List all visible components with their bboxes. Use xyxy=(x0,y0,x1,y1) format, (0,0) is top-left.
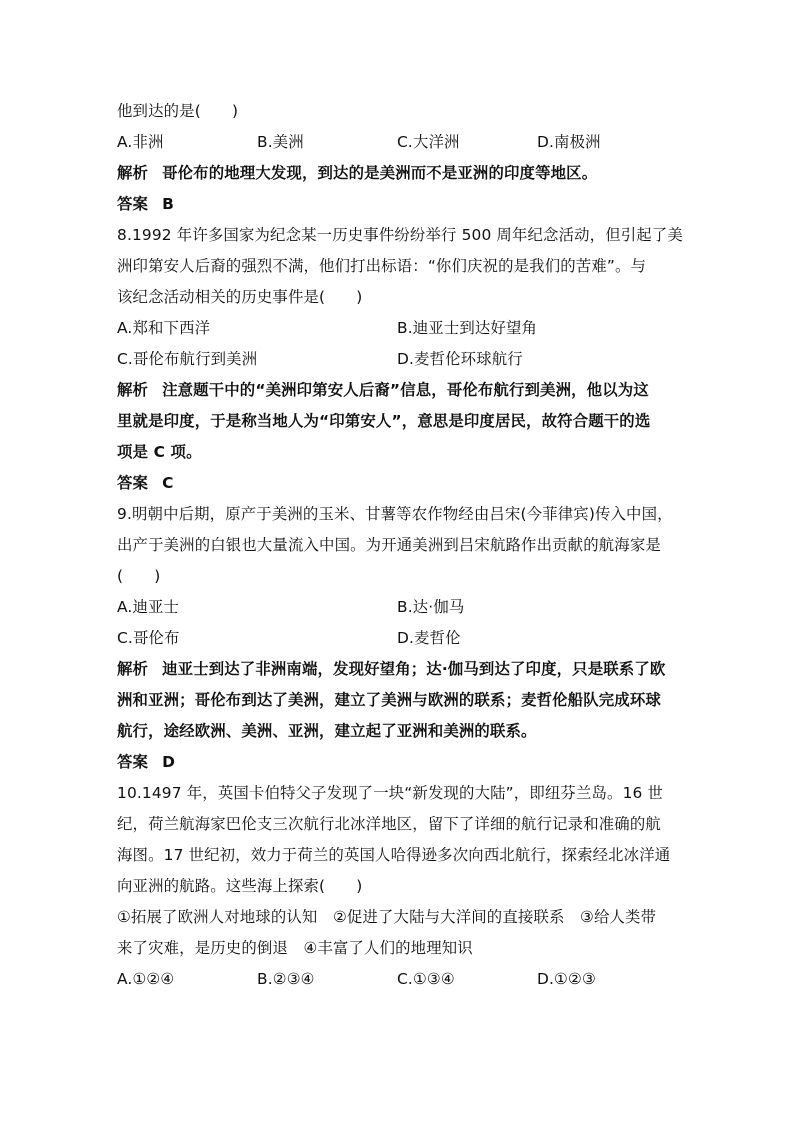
document-page xyxy=(117,96,683,995)
q7-option-b: B.美洲 xyxy=(257,133,304,151)
q8-analysis-line: 里就是印度，于是称当地人为“印第安人”，意思是印度居民，故符合题干的选 xyxy=(117,412,651,430)
q10-statement-line: 来了灾难，是历史的倒退 ④丰富了人们的地理知识 xyxy=(117,939,473,957)
q10-stem-line: 10.1497 年，英国卡伯特父子发现了一块“新发现的大陆”，即纽芬兰岛。16 世 xyxy=(117,784,664,802)
q8-analysis-text: 注意题干中的“美洲印第安人后裔”信息，哥伦布航行到美洲，他以为这 xyxy=(162,381,649,399)
q9-analysis-text: 迪亚士到达了非洲南端，发现好望角；达·伽马到达了印度，只是联系了欧 xyxy=(162,660,666,678)
q9-answer xyxy=(117,747,677,778)
q9-analysis-line: 洲和亚洲；哥伦布到达了美洲，建立了美洲与欧洲的联系；麦哲伦船队完成环球 xyxy=(117,691,661,709)
q8-stem-line: 该纪念活动相关的历史事件是( ) xyxy=(117,288,363,306)
q7-answer xyxy=(117,189,677,220)
answer-label: 答案 xyxy=(117,474,149,492)
q7-option-a: A.非洲 xyxy=(117,133,164,151)
q8-option-d: D.麦哲伦环球航行 xyxy=(397,350,523,368)
q8-stem-line: 洲印第安人后裔的强烈不满，他们打出标语：“你们庆祝的是我们的苦难”。与 xyxy=(117,257,647,275)
q10-option-d: D.①②③ xyxy=(537,970,596,988)
q9-option-b: B.达·伽马 xyxy=(397,598,465,616)
q9-stem-line: 出产于美洲的白银也大量流入中国。为开通美洲到吕宋航路作出贡献的航海家是 xyxy=(117,536,661,554)
q10-stem-line: 海图。17 世纪初，效力于荷兰的英国人哈得逊多次向西北航行，探索经北冰洋通 xyxy=(117,846,671,864)
q10-stem-line: 纪，荷兰航海家巴伦支三次航行北冰洋地区，留下了详细的航行记录和准确的航 xyxy=(117,815,661,833)
q9-option-c: C.哥伦布 xyxy=(117,629,180,647)
q7-options xyxy=(117,127,677,158)
answer-label: 答案 xyxy=(117,753,149,771)
q7-option-d: D.南极洲 xyxy=(537,133,601,151)
q9-option-a: A.迪亚士 xyxy=(117,598,180,616)
q9-answer-value: D xyxy=(162,753,176,771)
q7-analysis-text: 哥伦布的地理大发现，到达的是美洲而不是亚洲的印度等地区。 xyxy=(162,164,598,182)
q8-option-c: C.哥伦布航行到美洲 xyxy=(117,350,258,368)
q8-options-row xyxy=(117,344,677,375)
q10-option-c: C.①③④ xyxy=(397,970,455,988)
q10-stem-line: 向亚洲的航路。这些海上探索( ) xyxy=(117,877,363,895)
q9-analysis-line: 航行，途经欧洲、美洲、亚洲，建立起了亚洲和美洲的联系。 xyxy=(117,722,537,740)
analysis-label: 解析 xyxy=(117,381,149,399)
analysis-label: 解析 xyxy=(117,660,149,678)
q9-stem-line: 9.明朝中后期，原产于美洲的玉米、甘薯等农作物经由吕宋(今菲律宾)传入中国， xyxy=(117,505,673,523)
q8-option-a: A.郑和下西洋 xyxy=(117,319,211,337)
q7-analysis xyxy=(117,158,677,189)
q7-option-c: C.大洋洲 xyxy=(397,133,460,151)
q9-options-row xyxy=(117,623,677,654)
q8-answer-value: C xyxy=(162,474,174,492)
q8-stem-line: 8.1992 年许多国家为纪念某一历史事件纷纷举行 500 周年纪念活动，但引起了美 xyxy=(117,226,683,244)
q10-options xyxy=(117,964,677,995)
q9-option-d: D.麦哲伦 xyxy=(397,629,461,647)
q9-stem-line: ( ) xyxy=(117,567,161,585)
q7-answer-value: B xyxy=(162,195,174,213)
q8-options-row xyxy=(117,313,677,344)
q8-answer xyxy=(117,468,677,499)
answer-label: 答案 xyxy=(117,195,149,213)
analysis-label: 解析 xyxy=(117,164,149,182)
q10-option-a: A.①②④ xyxy=(117,970,175,988)
q8-analysis xyxy=(117,375,677,406)
q8-analysis-line: 项是 C 项。 xyxy=(117,443,202,461)
q10-statement-line: ①拓展了欧洲人对地球的认知 ②促进了大陆与大洋间的直接联系 ③给人类带 xyxy=(117,908,657,926)
q8-option-b: B.迪亚士到达好望角 xyxy=(397,319,538,337)
q7-stem-tail: 他到达的是( ) xyxy=(117,102,239,120)
q9-options-row xyxy=(117,592,677,623)
q9-analysis xyxy=(117,654,677,685)
q10-option-b: B.②③④ xyxy=(257,970,315,988)
